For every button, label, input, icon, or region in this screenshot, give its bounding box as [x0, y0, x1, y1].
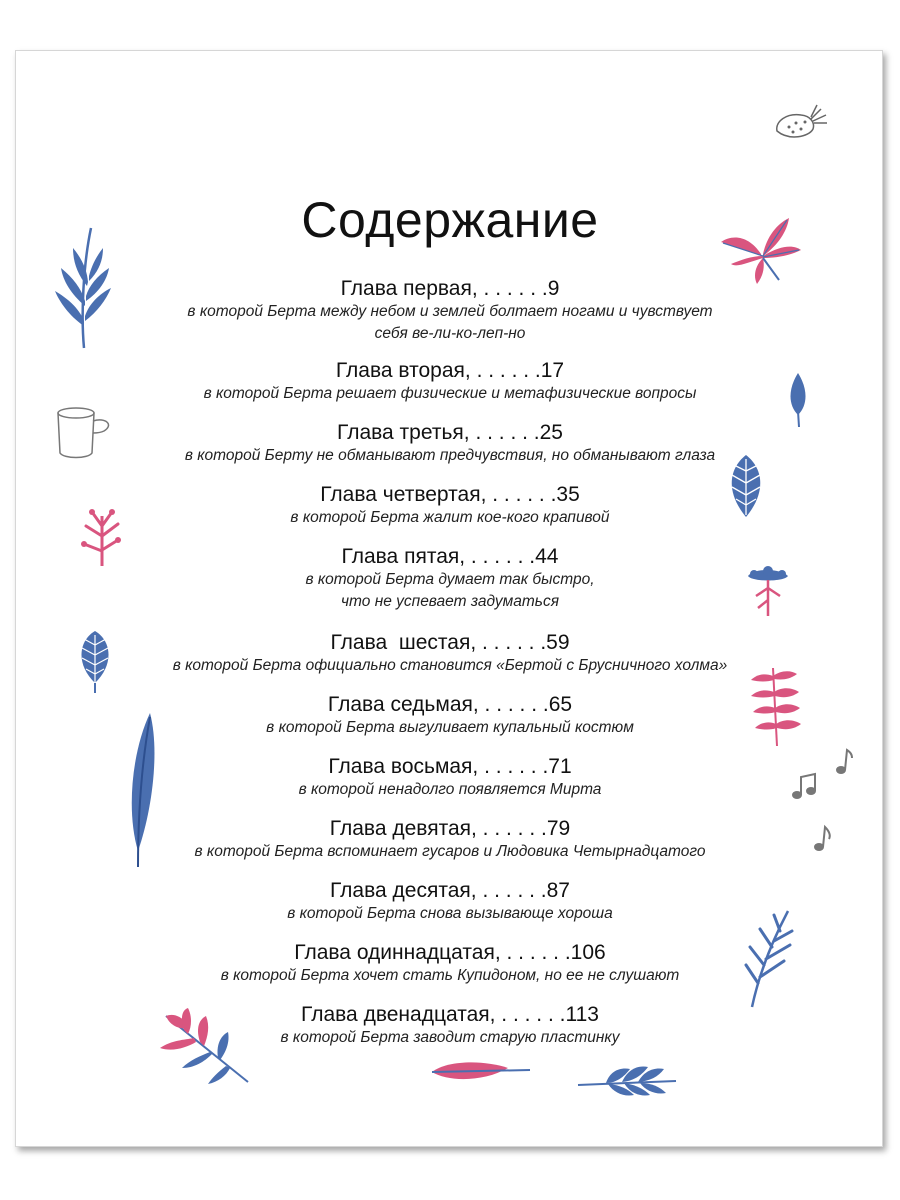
chapter-description-line: в которой Берта вспоминает гусаров и Людовика Четырнадцатого: [194, 843, 706, 860]
chapter-description-line: себя ве-ли-ко-леп-но: [374, 325, 526, 342]
chapter-description-line: в которой Берта жалит кое-кого крапивой: [290, 509, 610, 526]
chapter-heading: Глава одиннадцатая, . . . . . .106: [294, 941, 606, 964]
toc-entry[interactable]: [16, 359, 884, 421]
leaf-cluster-icon: [156, 1006, 251, 1086]
pink-sprig-icon: [78, 506, 123, 568]
blue-branch-icon: [744, 909, 794, 1011]
blue-branch-icon: [51, 226, 116, 351]
chapter-heading: Глава седьмая, . . . . . .65: [327, 693, 573, 716]
music-note-icon: [834, 746, 856, 776]
toc-entry[interactable]: [16, 277, 884, 359]
chapter-description-line: в которой ненадолго появляется Мирта: [298, 781, 602, 798]
long-leaf-icon: [124, 711, 164, 871]
pink-leaf-icon: [719, 216, 804, 286]
page-title: Содержание: [301, 192, 599, 248]
chapter-heading: Глава двенадцатая, . . . . . .113: [301, 1003, 599, 1026]
flower-icon: [744, 566, 792, 618]
chapter-description-line: в которой Берта между небом и землей болтает ногами и чувствует: [187, 303, 713, 320]
chapter-heading: Глава вторая, . . . . . .17: [335, 359, 565, 382]
chapter-description-line: в которой Берта снова вызывающе хороша: [287, 905, 613, 922]
chapter-heading: Глава четвертая, . . . . . .35: [320, 483, 580, 506]
chapter-heading: Глава девятая, . . . . . .79: [329, 817, 571, 840]
chapter-heading: Глава десятая, . . . . . .87: [329, 879, 570, 902]
chapter-description-line: в которой Берта думает так быстро,: [305, 571, 595, 588]
blue-leaf-icon: [74, 629, 116, 695]
pink-leaf-icon: [428, 1056, 533, 1086]
chapter-heading: Глава третья, . . . . . .25: [337, 421, 563, 444]
book-page: [15, 50, 883, 1147]
music-note-icon: [811, 821, 835, 853]
chapter-heading: Глава пятая, . . . . . .44: [341, 545, 559, 568]
chapter-description-line: в которой Берта выгуливает купальный костюм: [266, 719, 634, 736]
chapter-heading: Глава шестая, . . . . . .59: [330, 631, 570, 654]
blue-fern-icon: [576, 1063, 681, 1098]
chapter-description-line: что не успевает задуматься: [341, 593, 559, 610]
chapter-description-line: в которой Берта заводит старую пластинку: [280, 1029, 620, 1046]
chapter-description-line: в которой Берту не обманывают предчувствия, но обманывают глаза: [184, 447, 716, 464]
chapter-description-line: в которой Берта официально становится «Бертой с Брусничного холма»: [172, 657, 728, 674]
blue-leaf-icon: [724, 453, 769, 519]
pink-fern-icon: [749, 666, 804, 748]
cup-icon: [54, 403, 116, 461]
music-note-icon: [791, 771, 819, 801]
blue-leaf-icon: [786, 371, 811, 429]
chapter-description-line: в которой Берта хочет стать Купидоном, но ее не слушают: [220, 967, 680, 984]
strawberry-icon: [771, 101, 831, 146]
chapter-heading: Глава первая, . . . . . .9: [340, 277, 560, 300]
chapter-heading: Глава восьмая, . . . . . .71: [328, 755, 572, 778]
chapter-description-line: в которой Берта решает физические и метафизические вопросы: [203, 385, 697, 402]
